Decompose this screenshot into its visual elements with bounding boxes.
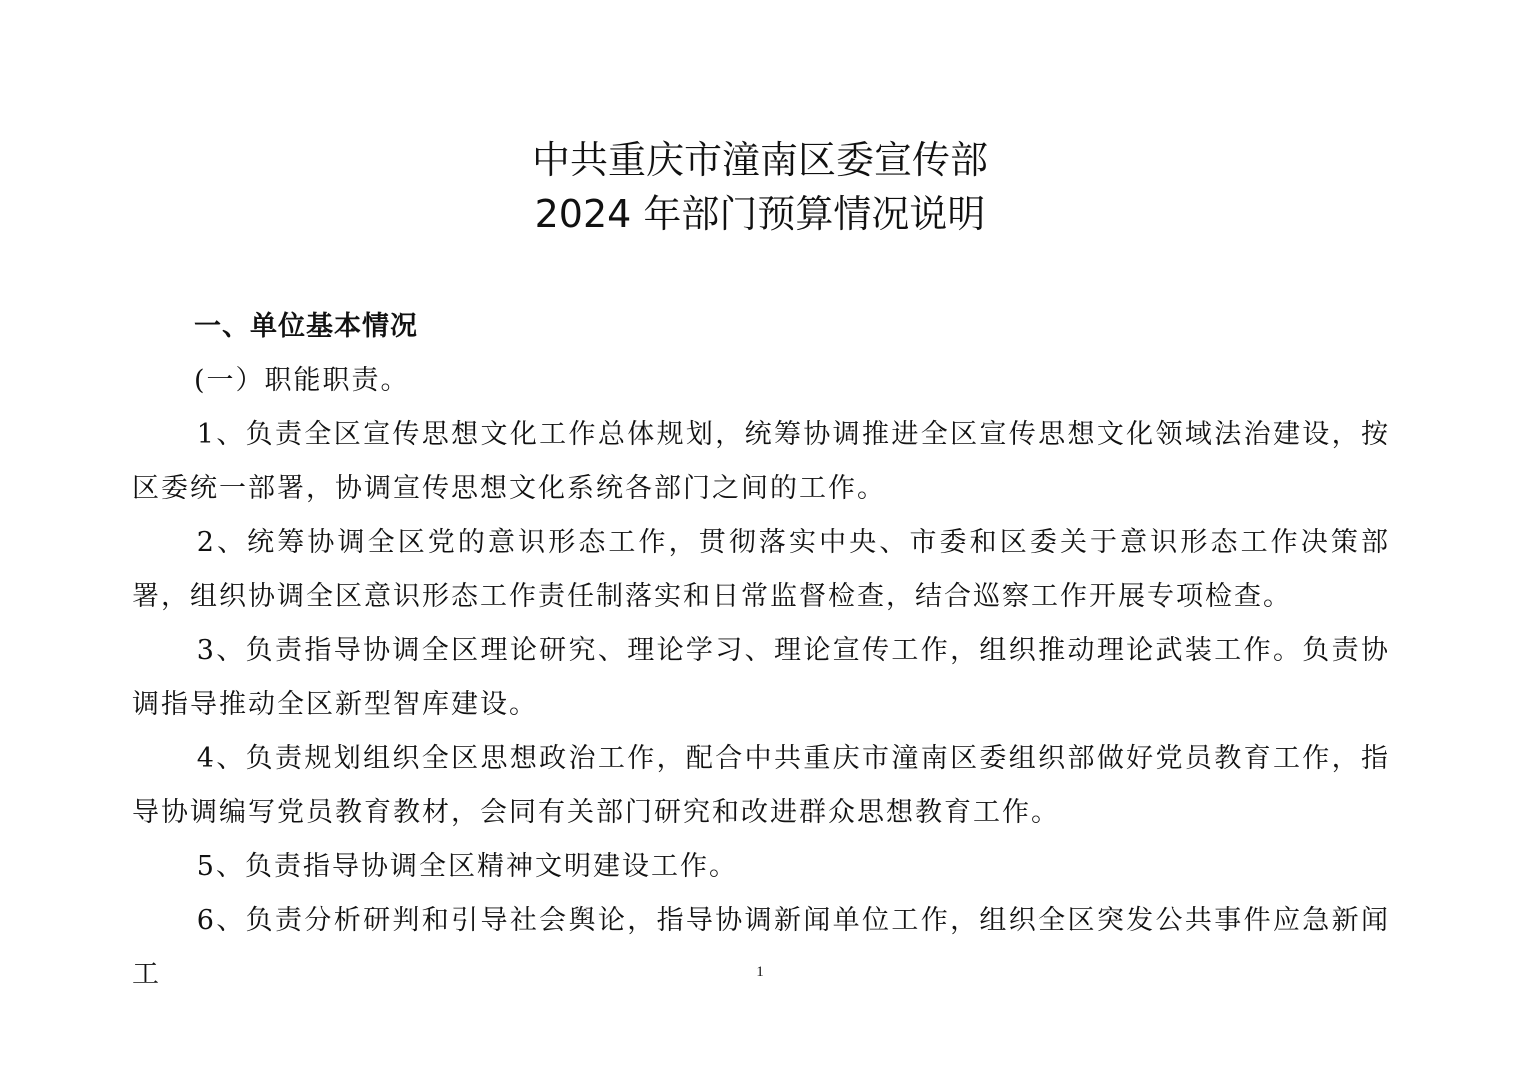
paragraph-1: 1、负责全区宣传思想文化工作总体规划，统筹协调推进全区宣传思想文化领域法治建设，按区委统一部署，协调宣传思想文化系统各部门之间的工作。	[132, 419, 1390, 504]
paragraph-6: 6、负责分析研判和引导社会舆论，指导协调新闻单位工作，组织全区突发公共事件应急新闻工	[132, 905, 1390, 990]
page-number: 1	[756, 964, 764, 980]
document-body	[132, 300, 1390, 1002]
paragraph-3: 3、负责指导协调全区理论研究、理论学习、理论宣传工作，组织推动理论武装工作。负责协调指导推动全区新型智库建设。	[132, 635, 1390, 720]
document-title-line-2: 2024 年部门预算情况说明	[534, 192, 986, 236]
subsection-heading: (一）职能职责。	[194, 365, 410, 396]
paragraph-4: 4、负责规划组织全区思想政治工作，配合中共重庆市潼南区委组织部做好党员教育工作，指导协调编写党员教育教材，会同有关部门研究和改进群众思想教育工作。	[132, 743, 1390, 828]
paragraph-2: 2、统筹协调全区党的意识形态工作，贯彻落实中央、市委和区委关于意识形态工作决策部署，组织协调全区意识形态工作责任制落实和日常监督检查，结合巡察工作开展专项检查。	[132, 527, 1390, 612]
paragraph-5: 5、负责指导协调全区精神文明建设工作。	[196, 851, 738, 882]
document-title-line-1: 中共重庆市潼南区委宣传部	[531, 138, 988, 182]
section-heading: 一、单位基本情况	[194, 311, 418, 342]
